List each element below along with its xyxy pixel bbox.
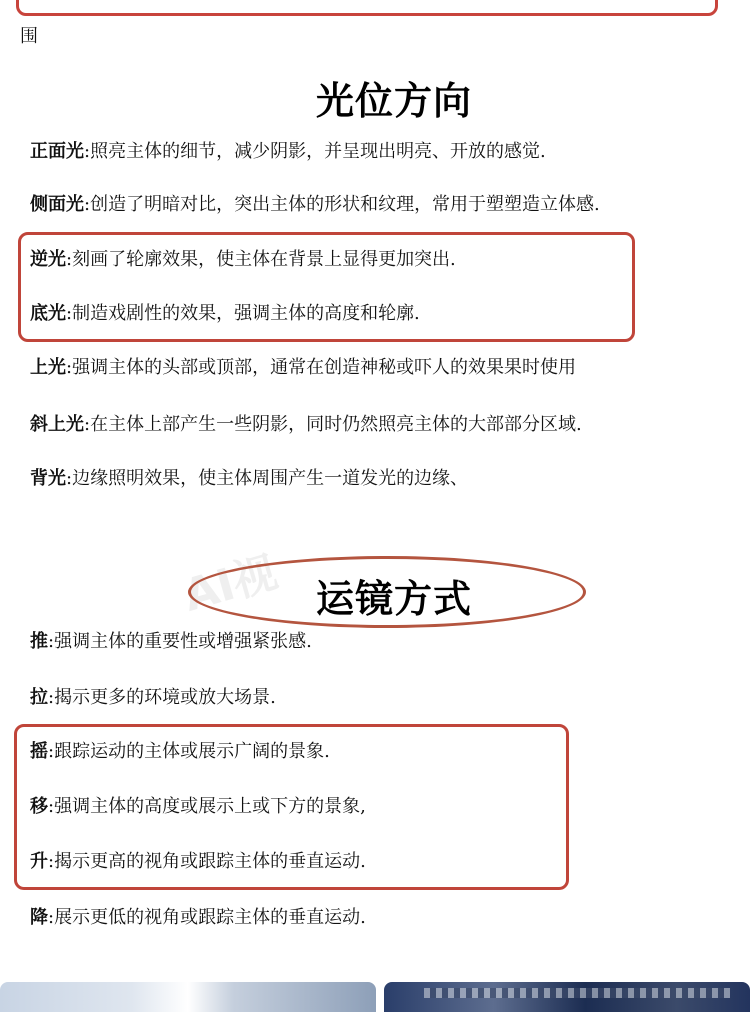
item-desc: :揭示更多的环境或放大场景. [48,687,276,708]
photo-thumbnail-right [384,982,750,1012]
item-term: 背光 [30,468,66,489]
item-term: 推 [30,631,48,652]
item-term: 正面光 [30,141,84,162]
item-term: 底光 [30,303,66,324]
item-term: 逆光 [30,249,66,270]
photo-thumbnail-left [0,982,376,1012]
item-desc: :强调主体的高度或展示上或下方的景象, [48,796,366,817]
lighting-item-back [30,248,456,272]
item-term: 降 [30,907,48,928]
item-desc: :揭示更高的视角或跟踪主体的垂直运动. [48,851,366,872]
lighting-item-diagonal-top [30,413,582,437]
item-desc: :强调主体的重要性或增强紧张感. [48,631,312,652]
watermark-logo: AI视 [178,546,283,622]
item-desc: :展示更低的视角或跟踪主体的垂直运动. [48,907,366,928]
item-desc: :创造了明暗对比，突出主体的形状和纹理，常用于塑塑造立体感. [84,194,600,215]
item-term: 上光 [30,357,66,378]
lighting-item-rim [30,467,468,491]
item-term: 拉 [30,687,48,708]
previous-section-highlight-box [16,0,718,16]
item-desc: :照亮主体的细节，减少阴影，并呈现出明亮、开放的感觉. [84,141,546,162]
lighting-item-side [30,193,600,217]
item-desc: :刻画了轮廓效果，使主体在背景上显得更加突出. [66,249,456,270]
item-term: 侧面光 [30,194,84,215]
item-desc: :边缘照明效果，使主体周围产生一道发光的边缘、 [66,468,469,489]
camera-item-rise [30,850,366,874]
item-desc: :强调主体的头部或顶部，通常在创造神秘或吓人的效果果时使用 [66,357,577,378]
lighting-item-top [30,356,576,380]
camera-item-pull [30,686,276,710]
item-term: 移 [30,796,48,817]
lighting-item-front [30,140,546,164]
lighting-item-bottom [30,302,420,326]
item-term: 摇 [30,741,48,762]
camera-item-push [30,630,312,654]
item-term: 升 [30,851,48,872]
lighting-section-title: 光位方向 [316,79,473,123]
item-desc: :制造戏剧性的效果，强调主体的高度和轮廓. [66,303,420,324]
item-desc: :跟踪运动的主体或展示广阔的景象. [48,741,330,762]
camera-item-pan [30,740,330,764]
camera-section-title: 运镜方式 [316,577,473,621]
item-desc: :在主体上部产生一些阴影，同时仍然照亮主体的大部部分区域. [84,414,582,435]
camera-item-lower [30,906,366,930]
previous-text-fragment: 围 [20,26,38,47]
item-term: 斜上光 [30,414,84,435]
camera-item-move [30,795,366,819]
